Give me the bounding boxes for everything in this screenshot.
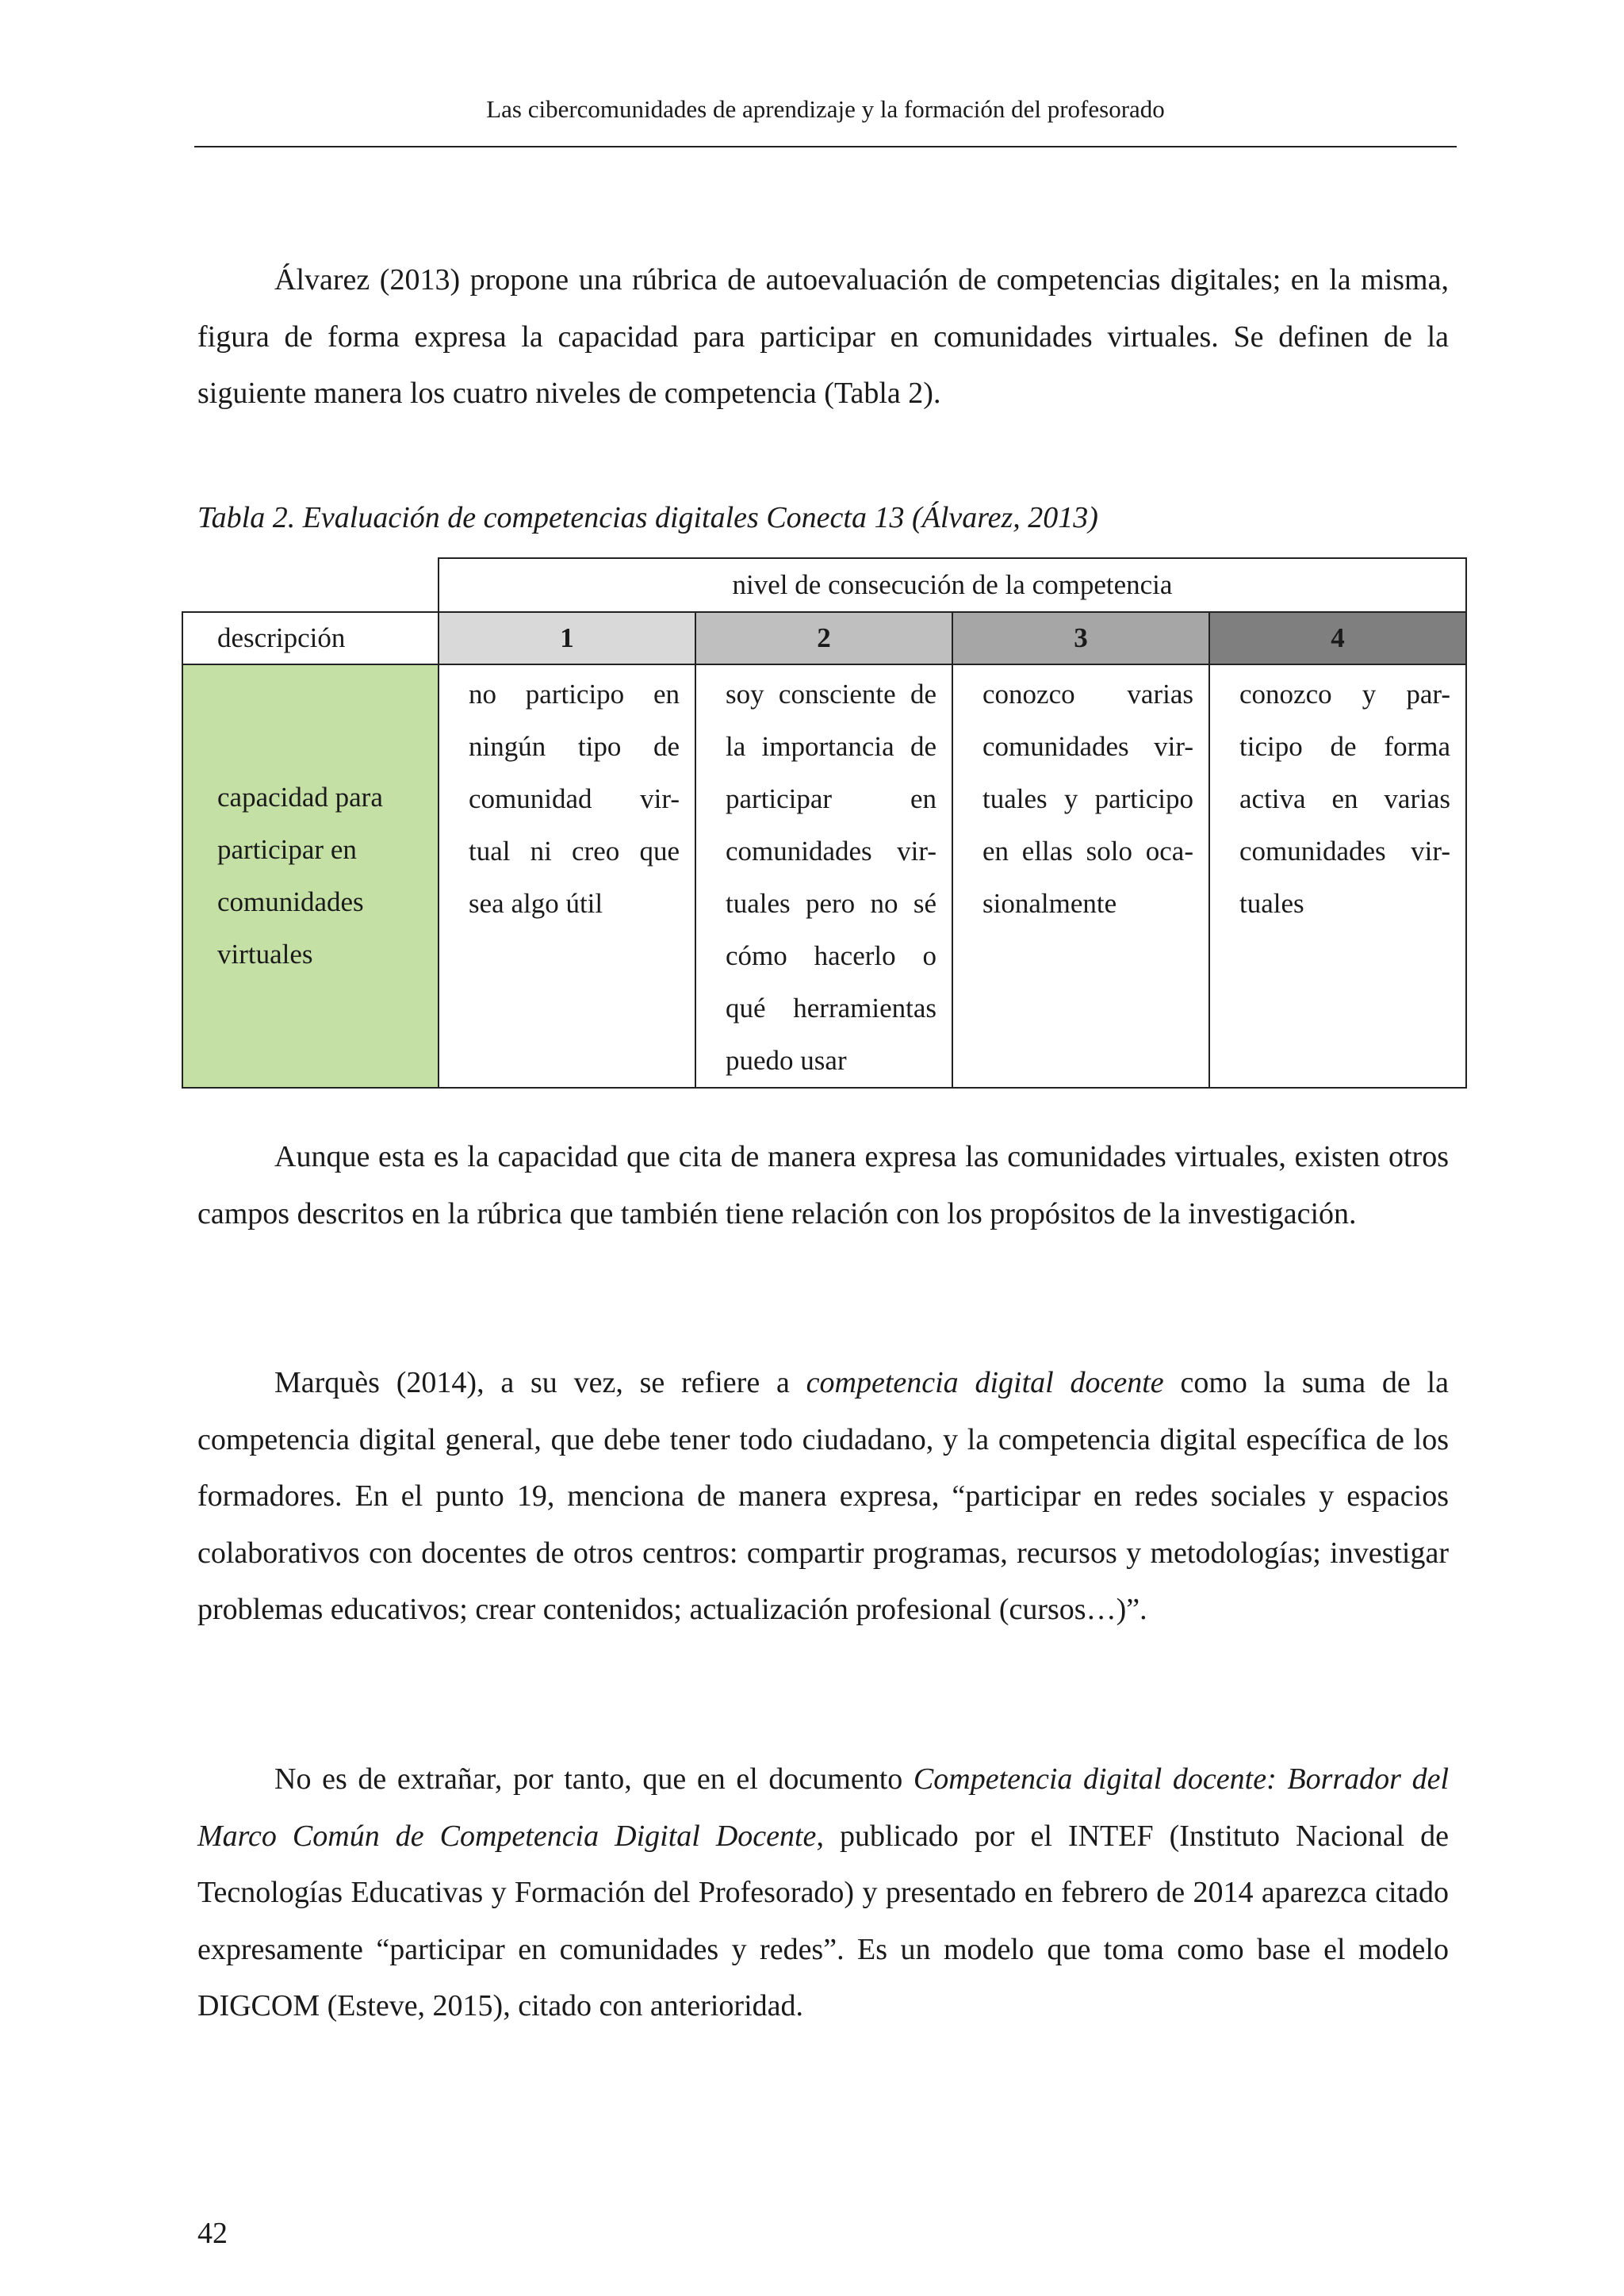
paragraph-marques-end: como la suma de la competencia digital general, que debe tener todo ciudadano, y la competencia digital específica de los formadores. En el punto 19, menciona de manera expresa, “participar en redes sociales y espacios colaborativos con docentes de otros centros: compartir programas, recursos y metodologías; investigar problemas educativos; crear contenidos; actualización profesional (cursos…)”.: [197, 1366, 1449, 1626]
paragraph-marques: [197, 1355, 1449, 1639]
paragraph-intef-end: , publicado por el INTEF (Instituto Nacional de Tecnologías Educativas y Formación del Profesorado) y presentado en febrero de 2014 aparezca citado expresamente “participar en comunidades y redes”. Es un modelo que toma como base el modelo DIGCOM (Esteve, 2015), citado con anterioridad.: [197, 1819, 1450, 2022]
level-4-header: 4: [1209, 612, 1466, 664]
term-competencia-digital-docente: competencia digital docente: [806, 1366, 1164, 1399]
level-4-description: conozco y par-ticipo de forma activa en varias comunidades vir-tuales: [1209, 664, 1466, 1088]
table-header-row-level: [182, 558, 1466, 612]
table-corner-blank: [182, 558, 439, 612]
level-2-description: soy consciente de la importancia de participar en comunidades vir-tuales pero no sé cómo hacerlo o qué herramientas puedo usar: [695, 664, 952, 1088]
level-2-header: 2: [695, 612, 952, 664]
running-header: Las cibercomunidades de aprendizaje y la formación del profesorado: [486, 95, 1165, 123]
table-row: [182, 664, 1466, 1088]
document-title-italic: Competencia digital docente: Borrador del Marco Común de Competencia Digital Docente: [197, 1762, 1450, 1853]
table-header-row-levels: [182, 612, 1466, 664]
paragraph-intro: Álvarez (2013) propone una rúbrica de autoevaluación de competencias digitales; en la misma, figura de forma expresa la capacidad para participar en comunidades virtuales. Se definen de la siguiente manera los cuatro niveles de competencia (Tabla 2).: [197, 263, 1449, 410]
level-3-description: conozco varias comunidades vir-tuales y participo en ellas solo oca-sionalmente: [952, 664, 1209, 1088]
row-label-cell: [182, 664, 439, 1088]
level-1-header: 1: [439, 612, 695, 664]
header-rule: [194, 146, 1457, 147]
paragraph-marques-start: Marquès (2014), a su vez, se refiere a: [274, 1366, 806, 1399]
paragraph-capacity: Aunque esta es la capacidad que cita de manera expresa las comunidades virtuales, existen otros campos descritos en la rúbrica que también tiene relación con los propósitos de la investigación.: [197, 1140, 1449, 1230]
level-group-header: nivel de consecución de la competencia: [439, 558, 1466, 612]
paragraph-intef-start: No es de extrañar, por tanto, que en el documento: [274, 1762, 914, 1796]
rubric-table: [182, 557, 1467, 1089]
paragraph-intef: [197, 1751, 1449, 2035]
level-3-header: 3: [952, 612, 1209, 664]
row-label: capacidad para participar en comunidades virtuales: [217, 782, 383, 970]
level-1-description: no participo en ningún tipo de comunidad vir-tual ni creo que sea algo útil: [439, 664, 695, 1088]
description-header: descripción: [182, 612, 439, 664]
page-number: 42: [197, 2217, 228, 2250]
table-caption: Tabla 2. Evaluación de competencias digitales Conecta 13 (Álvarez, 2013): [197, 501, 1098, 534]
